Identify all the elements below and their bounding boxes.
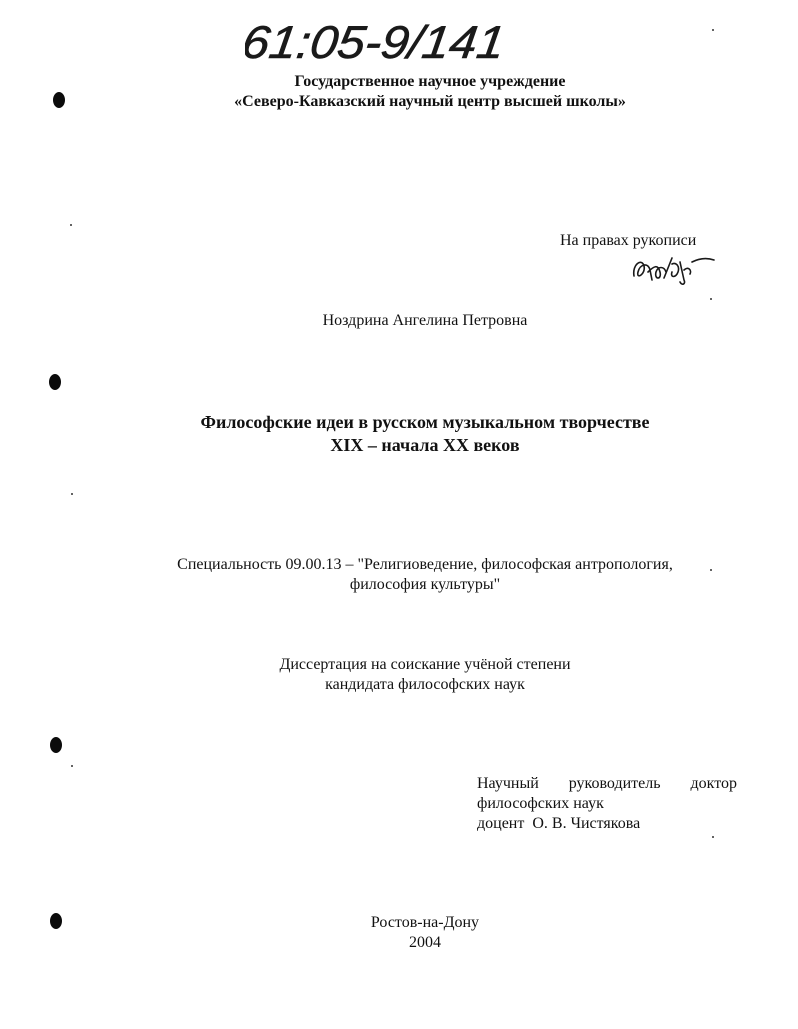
specialty-line-1: Специальность 09.00.13 – "Религиоведение, философская антропология, (177, 556, 673, 573)
handwritten-signature (628, 250, 718, 288)
city: Ростов-на-Дону (370, 914, 480, 931)
manuscript-rights-note (560, 231, 740, 251)
scan-speck (710, 569, 712, 571)
institution-type: Государственное научное учреждение (294, 73, 566, 90)
specialty-block (120, 555, 730, 595)
author-name-text: Ноздрина Ангелина Петровна (322, 312, 528, 329)
degree-block (120, 655, 730, 695)
archive-code-handwriting (245, 10, 515, 70)
degree-line-2: кандидата философских наук (325, 676, 525, 693)
signature-scribble (628, 250, 718, 288)
author-name (200, 311, 650, 331)
punch-hole-mark (49, 374, 61, 390)
supervisor-line-3: доцент О. В. Чистякова (477, 815, 641, 832)
supervisor-line-1 (477, 774, 737, 794)
institution-block (120, 72, 740, 112)
scan-speck (70, 224, 72, 226)
title-line-2: XIX – начала XX веков (330, 435, 520, 455)
institution-name: «Северо-Кавказский научный центр высшей школы» (234, 93, 626, 110)
specialty-line-2: философия культуры" (349, 576, 501, 593)
degree-line-1: Диссертация на соискание учёной степени (279, 656, 571, 673)
title-line-1: Философские идеи в русском музыкальном творчестве (200, 412, 650, 432)
scan-speck (710, 298, 712, 300)
scan-speck (712, 836, 714, 838)
archive-code-text: 61:05-9/141 (245, 16, 492, 68)
rights-note-text: На правах рукописи (560, 232, 697, 249)
dissertation-title (80, 411, 770, 457)
handwritten-archive-code (245, 10, 515, 70)
supervisor-line-2: философских наук (477, 795, 604, 812)
supervisor-word-3: доктор (690, 775, 737, 792)
year: 2004 (409, 934, 441, 951)
supervisor-word-1: Научный (477, 775, 539, 792)
punch-hole-mark (50, 737, 62, 753)
punch-hole-mark (50, 913, 62, 929)
supervisor-word-2: руководитель (568, 775, 661, 792)
place-year-block (250, 913, 600, 953)
supervisor-block (477, 774, 737, 834)
scan-speck (712, 29, 714, 31)
scan-speck (71, 493, 73, 495)
scan-speck (71, 765, 73, 767)
punch-hole-mark (53, 92, 65, 108)
